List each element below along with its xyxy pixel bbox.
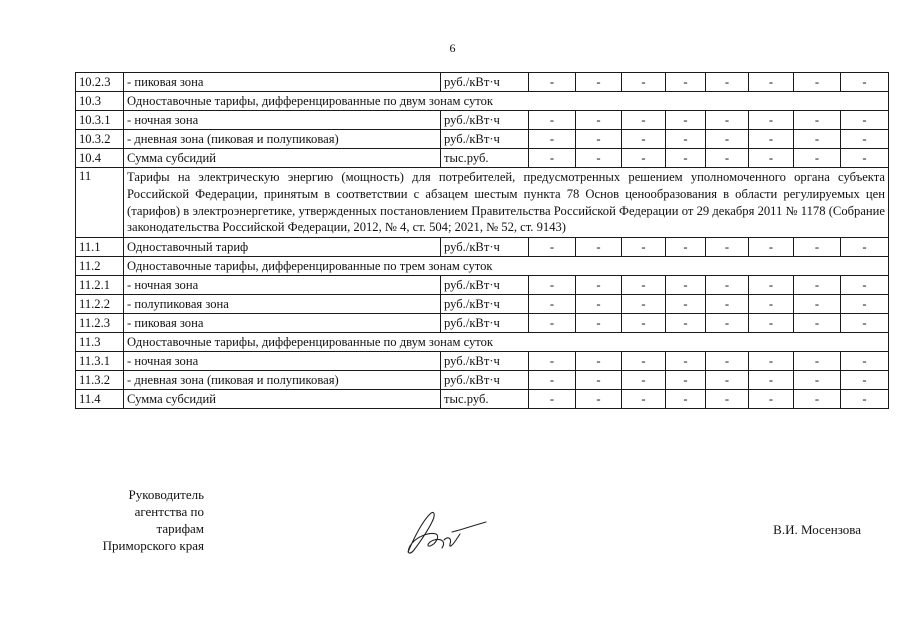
row-value: - xyxy=(576,238,622,257)
row-value: - xyxy=(794,73,841,92)
row-number: 10.3 xyxy=(76,92,124,111)
row-value: - xyxy=(794,130,841,149)
row-value: - xyxy=(666,73,706,92)
row-value: - xyxy=(841,314,889,333)
row-value: - xyxy=(841,149,889,168)
row-value: - xyxy=(666,295,706,314)
row-value: - xyxy=(794,111,841,130)
row-value: - xyxy=(576,130,622,149)
row-value: - xyxy=(529,295,576,314)
row-number: 11.1 xyxy=(76,238,124,257)
table-row xyxy=(76,276,889,295)
row-value: - xyxy=(529,73,576,92)
row-number: 11 xyxy=(76,168,124,238)
row-number: 11.3 xyxy=(76,333,124,352)
row-number: 10.3.1 xyxy=(76,111,124,130)
row-value: - xyxy=(529,276,576,295)
row-value: - xyxy=(749,238,794,257)
row-value: - xyxy=(576,73,622,92)
table-row xyxy=(76,238,889,257)
row-unit: руб./кВт·ч xyxy=(441,276,529,295)
row-value: - xyxy=(666,111,706,130)
row-unit: тыс.руб. xyxy=(441,390,529,409)
row-unit: руб./кВт·ч xyxy=(441,295,529,314)
position-line: Приморского края xyxy=(102,538,204,553)
row-unit: руб./кВт·ч xyxy=(441,238,529,257)
row-value: - xyxy=(749,314,794,333)
row-number: 11.2.1 xyxy=(76,276,124,295)
row-value: - xyxy=(529,130,576,149)
row-value: - xyxy=(576,371,622,390)
row-value: - xyxy=(841,130,889,149)
row-value: - xyxy=(666,276,706,295)
row-number: 11.2.2 xyxy=(76,295,124,314)
row-value: - xyxy=(622,130,666,149)
row-value: - xyxy=(622,390,666,409)
row-value: - xyxy=(794,276,841,295)
row-number: 11.2.3 xyxy=(76,314,124,333)
row-label: - полупиковая зона xyxy=(124,295,441,314)
row-label: - ночная зона xyxy=(124,352,441,371)
row-value: - xyxy=(622,73,666,92)
row-value: - xyxy=(666,352,706,371)
row-unit: руб./кВт·ч xyxy=(441,73,529,92)
row-value: - xyxy=(749,352,794,371)
row-value: - xyxy=(706,130,749,149)
row-label: Одноставочные тарифы, дифференцированные по двум зонам суток xyxy=(124,92,889,111)
row-label: Тарифы на электрическую энергию (мощность) для потребителей, предусмотренных решением уполномоченного органа субъекта Российской Федерации, принятым в соответствии с абзацем шестым пункта 78 Основ ценообразования в области регулируемых цен (тарифов) в электроэнергетике, утвержденных постановлением Правительства Российской Федерации от 29 декабря 2011 № 1178 (Собрание законодательства Российской Федерации, 2012, № 4, ст. 504; 2021, № 52, ст. 9143) xyxy=(124,168,889,238)
row-label: - пиковая зона xyxy=(124,314,441,333)
row-value: - xyxy=(841,238,889,257)
row-value: - xyxy=(576,352,622,371)
row-unit: руб./кВт·ч xyxy=(441,111,529,130)
page-number: 6 xyxy=(449,41,456,55)
table-row xyxy=(76,295,889,314)
row-value: - xyxy=(576,149,622,168)
row-value: - xyxy=(666,371,706,390)
table-row xyxy=(76,149,889,168)
row-label: - ночная зона xyxy=(124,276,441,295)
row-value: - xyxy=(749,111,794,130)
row-value: - xyxy=(706,295,749,314)
row-number: 11.2 xyxy=(76,257,124,276)
row-unit: руб./кВт·ч xyxy=(441,371,529,390)
row-value: - xyxy=(576,111,622,130)
table-row xyxy=(76,168,889,238)
row-value: - xyxy=(749,149,794,168)
row-value: - xyxy=(706,238,749,257)
row-value: - xyxy=(666,130,706,149)
row-value: - xyxy=(706,371,749,390)
row-value: - xyxy=(706,276,749,295)
table-row xyxy=(76,257,889,276)
row-value: - xyxy=(841,371,889,390)
row-value: - xyxy=(749,130,794,149)
row-value: - xyxy=(666,149,706,168)
handwritten-signature xyxy=(400,508,490,558)
row-number: 11.3.1 xyxy=(76,352,124,371)
row-value: - xyxy=(794,295,841,314)
table-row xyxy=(76,371,889,390)
row-value: - xyxy=(706,149,749,168)
table-row xyxy=(76,333,889,352)
row-unit: руб./кВт·ч xyxy=(441,352,529,371)
row-unit: руб./кВт·ч xyxy=(441,130,529,149)
row-number: 11.3.2 xyxy=(76,371,124,390)
row-value: - xyxy=(706,111,749,130)
row-number: 10.4 xyxy=(76,149,124,168)
signatory-position xyxy=(84,486,204,554)
table-row xyxy=(76,130,889,149)
row-value: - xyxy=(529,352,576,371)
row-value: - xyxy=(622,149,666,168)
row-value: - xyxy=(706,352,749,371)
row-value: - xyxy=(706,390,749,409)
row-value: - xyxy=(529,390,576,409)
table-row xyxy=(76,111,889,130)
row-value: - xyxy=(794,149,841,168)
row-value: - xyxy=(666,390,706,409)
row-label: Одноставочные тарифы, дифференцированные по двум зонам суток xyxy=(124,333,889,352)
row-value: - xyxy=(666,238,706,257)
row-label: Одноставочные тарифы, дифференцированные по трем зонам суток xyxy=(124,257,889,276)
row-value: - xyxy=(666,314,706,333)
row-value: - xyxy=(794,352,841,371)
table-row xyxy=(76,73,889,92)
row-value: - xyxy=(622,238,666,257)
table-row xyxy=(76,314,889,333)
table-row xyxy=(76,390,889,409)
row-value: - xyxy=(794,238,841,257)
row-label: Одноставочный тариф xyxy=(124,238,441,257)
row-value: - xyxy=(749,276,794,295)
row-number: 10.2.3 xyxy=(76,73,124,92)
row-value: - xyxy=(841,111,889,130)
row-value: - xyxy=(841,276,889,295)
row-unit: тыс.руб. xyxy=(441,149,529,168)
row-value: - xyxy=(841,73,889,92)
row-value: - xyxy=(576,276,622,295)
row-label: - дневная зона (пиковая и полупиковая) xyxy=(124,130,441,149)
row-value: - xyxy=(794,371,841,390)
row-label: - дневная зона (пиковая и полупиковая) xyxy=(124,371,441,390)
row-value: - xyxy=(841,352,889,371)
row-value: - xyxy=(706,314,749,333)
position-line: агентства по тарифам xyxy=(134,504,204,536)
row-unit: руб./кВт·ч xyxy=(441,314,529,333)
row-value: - xyxy=(794,314,841,333)
row-value: - xyxy=(622,111,666,130)
row-value: - xyxy=(706,73,749,92)
row-value: - xyxy=(841,295,889,314)
table-row xyxy=(76,92,889,111)
row-label: Сумма субсидий xyxy=(124,149,441,168)
row-value: - xyxy=(622,314,666,333)
row-value: - xyxy=(749,390,794,409)
row-value: - xyxy=(529,149,576,168)
row-value: - xyxy=(576,390,622,409)
tariff-table xyxy=(75,72,889,409)
row-label: - пиковая зона xyxy=(124,73,441,92)
row-value: - xyxy=(622,352,666,371)
row-number: 11.4 xyxy=(76,390,124,409)
row-value: - xyxy=(529,111,576,130)
row-value: - xyxy=(749,295,794,314)
position-line: Руководитель xyxy=(128,487,204,502)
row-value: - xyxy=(841,390,889,409)
row-value: - xyxy=(794,390,841,409)
row-value: - xyxy=(749,73,794,92)
row-value: - xyxy=(529,238,576,257)
row-value: - xyxy=(576,314,622,333)
row-value: - xyxy=(622,295,666,314)
row-value: - xyxy=(622,276,666,295)
row-value: - xyxy=(749,371,794,390)
row-label: - ночная зона xyxy=(124,111,441,130)
table-row xyxy=(76,352,889,371)
row-value: - xyxy=(576,295,622,314)
row-value: - xyxy=(529,371,576,390)
row-value: - xyxy=(622,371,666,390)
row-number: 10.3.2 xyxy=(76,130,124,149)
row-value: - xyxy=(529,314,576,333)
row-label: Сумма субсидий xyxy=(124,390,441,409)
signatory-name: В.И. Мосензова xyxy=(773,522,861,537)
